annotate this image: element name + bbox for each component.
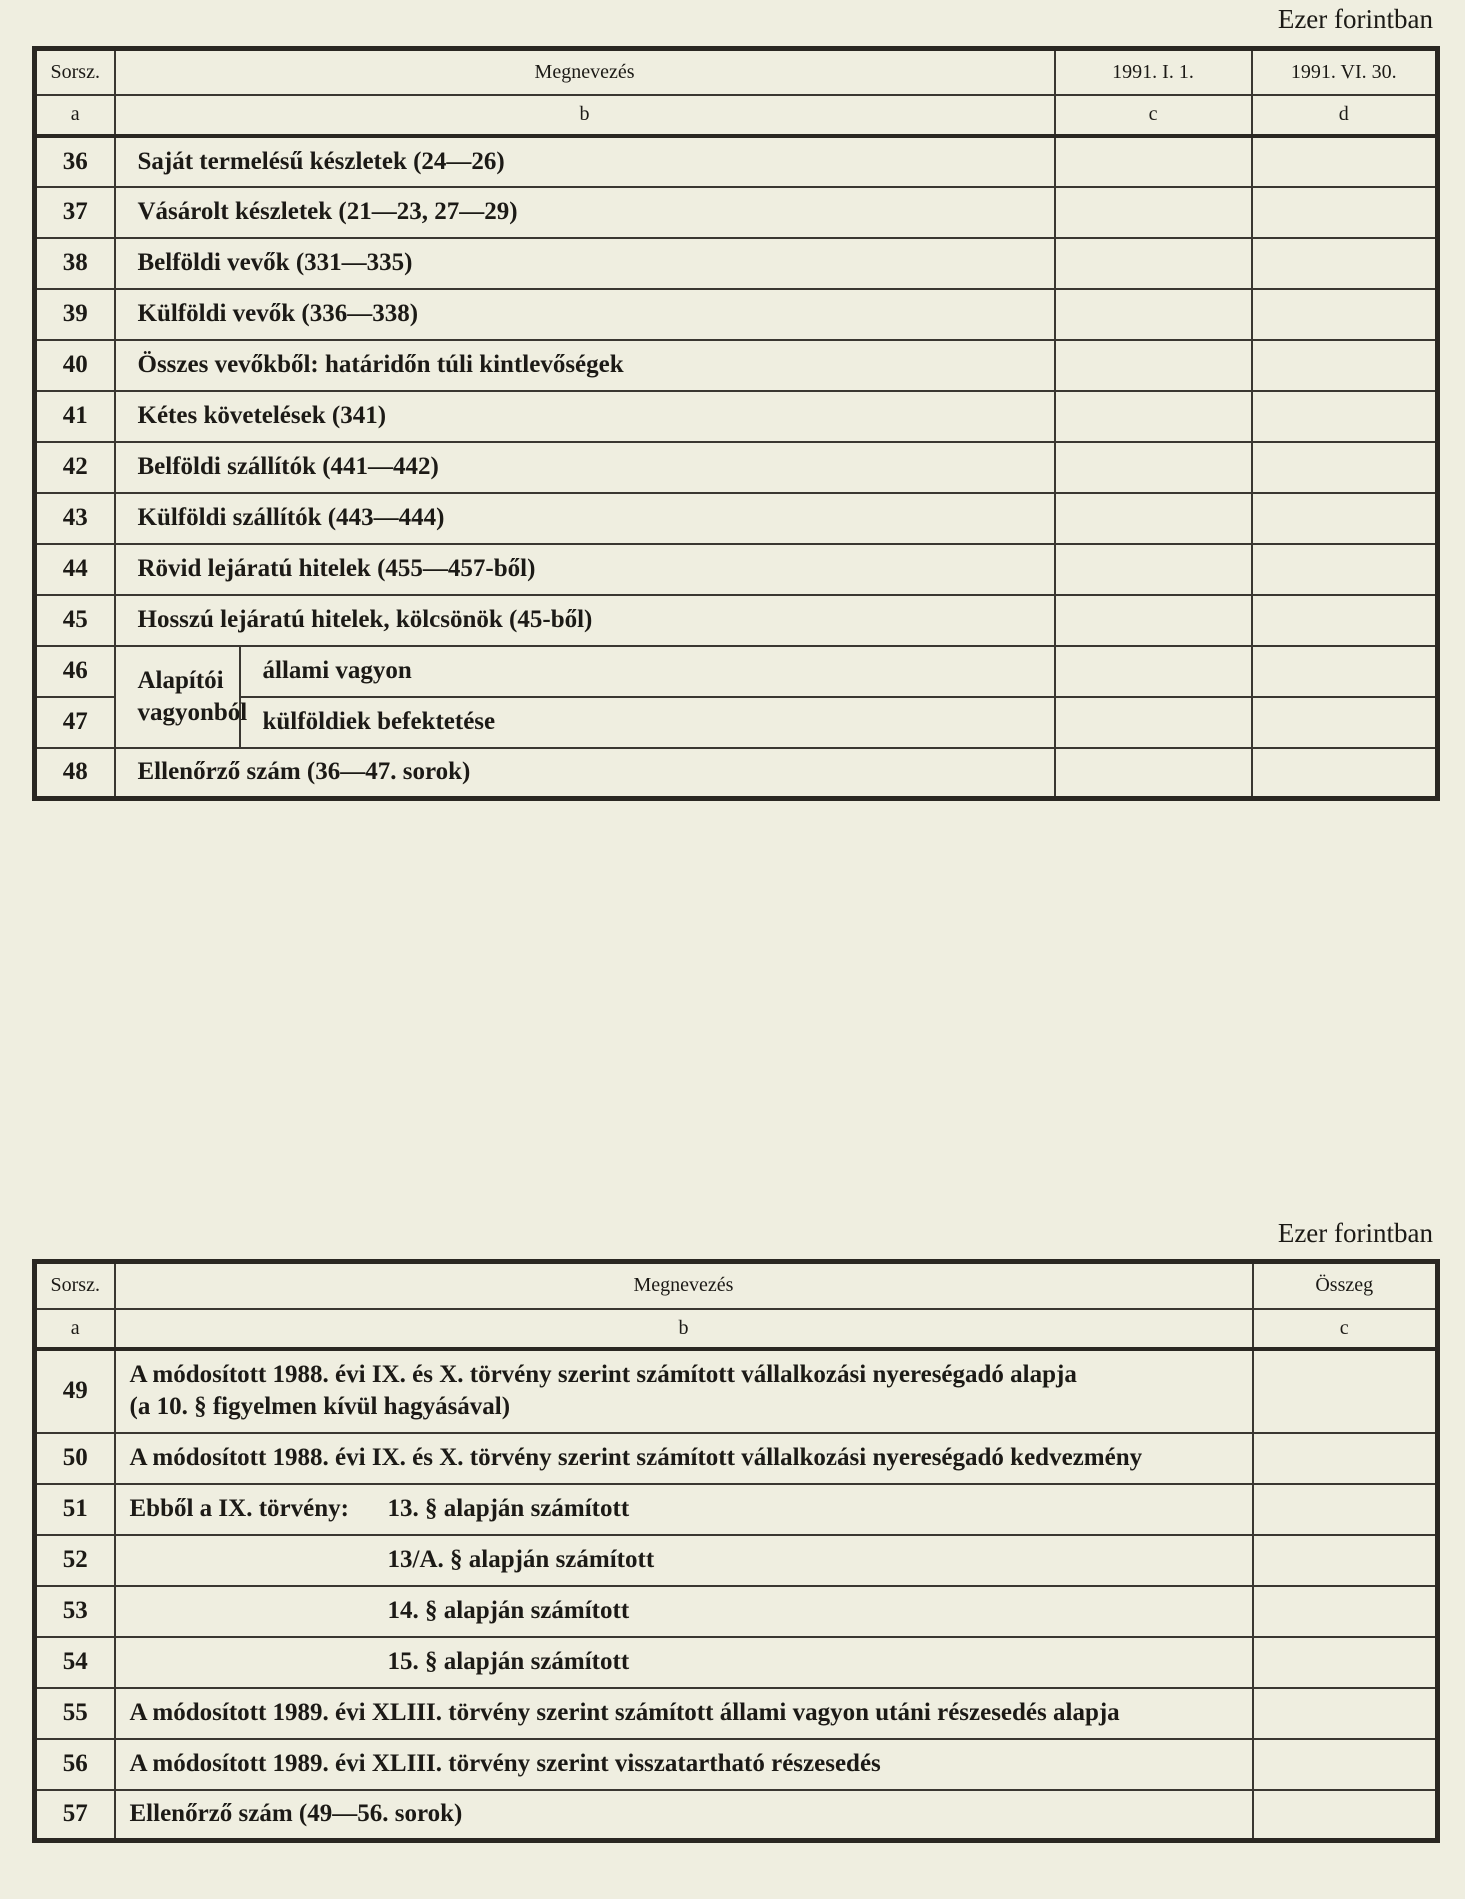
value-cell[interactable] [1055,340,1252,391]
letter-row [35,1309,1438,1349]
row-number: 51 [35,1484,115,1535]
table-row [35,646,1438,697]
row-label: A módosított 1989. évi XLIII. törvény szerint visszatartható részesedés [115,1739,1253,1790]
value-cell[interactable] [1253,1535,1438,1586]
row-number: 38 [35,238,115,289]
col-letter: c [1253,1309,1438,1349]
row-number: 44 [35,544,115,595]
value-cell[interactable] [1252,697,1438,748]
value-cell[interactable] [1252,646,1438,697]
row-sublabel: 13/A. § alapján számított [387,1546,655,1573]
col-letter: b [115,95,1055,136]
value-cell[interactable] [1055,493,1252,544]
table-row [35,238,1438,289]
value-cell[interactable] [1253,1349,1438,1433]
row-number: 37 [35,187,115,238]
col-letter: a [35,95,115,136]
group-label-line2: vagyonból [137,698,248,726]
col-header-date1: 1991. I. 1. [1055,49,1252,95]
row-number: 55 [35,1688,115,1739]
row-label: külföldiek befektetése [240,697,1055,748]
row-label-line2: (a 10. § figyelmen kívül hagyásával) [129,1393,511,1420]
row-label-line1: A módosított 1988. évi IX. és X. törvény szerint számított vállalkozási nyereségadó alapja [129,1361,1077,1388]
row-label [115,1484,1253,1535]
table-row [35,442,1438,493]
value-cell[interactable] [1252,187,1438,238]
value-cell[interactable] [1055,136,1252,187]
row-label: Ellenőrző szám (49—56. sorok) [115,1790,1253,1841]
value-cell[interactable] [1252,595,1438,646]
row-label [115,1535,1253,1586]
row-label: Külföldi vevők (336—338) [115,289,1055,340]
value-cell[interactable] [1055,748,1252,799]
row-number: 39 [35,289,115,340]
table-row [35,1790,1438,1841]
table-row [35,136,1438,187]
value-cell[interactable] [1252,442,1438,493]
col-header-osszeg: Összeg [1253,1262,1438,1309]
row-label: Saját termelésű készletek (24—26) [115,136,1055,187]
value-cell[interactable] [1252,289,1438,340]
row-number: 41 [35,391,115,442]
table-row [35,595,1438,646]
value-cell[interactable] [1055,646,1252,697]
table-row [35,493,1438,544]
table-row [35,1637,1438,1688]
col-header-sorsz: Sorsz. [35,1262,115,1309]
value-cell[interactable] [1252,391,1438,442]
row-label: Külföldi szállítók (443—444) [115,493,1055,544]
value-cell[interactable] [1252,136,1438,187]
col-letter: c [1055,95,1252,136]
table-row [35,544,1438,595]
row-number: 40 [35,340,115,391]
row-label: állami vagyon [240,646,1055,697]
row-number: 53 [35,1586,115,1637]
value-cell[interactable] [1055,697,1252,748]
header-row [35,1262,1438,1309]
col-letter: a [35,1309,115,1349]
col-letter: d [1252,95,1438,136]
row-number: 54 [35,1637,115,1688]
row-label [115,1586,1253,1637]
value-cell[interactable] [1055,238,1252,289]
row-label: Vásárolt készletek (21—23, 27—29) [115,187,1055,238]
row-number: 52 [35,1535,115,1586]
row-label: A módosított 1989. évi XLIII. törvény szerint számított állami vagyon utáni részesedés alapja [115,1688,1253,1739]
row-number: 47 [35,697,115,748]
row-number: 43 [35,493,115,544]
value-cell[interactable] [1252,238,1438,289]
table-row [35,1739,1438,1790]
row-number: 36 [35,136,115,187]
value-cell[interactable] [1253,1637,1438,1688]
header-row [35,49,1438,95]
row-label: Belföldi szállítók (441—442) [115,442,1055,493]
table-row [35,1433,1438,1484]
col-letter: b [115,1309,1253,1349]
row-number: 48 [35,748,115,799]
row-sublabel: 13. § alapján számított [387,1495,630,1522]
row-number: 56 [35,1739,115,1790]
row-label: Rövid lejáratú hitelek (455—457-ből) [115,544,1055,595]
table-tax [32,1259,1440,1843]
group-label-line1: Alapítói [137,666,224,694]
table-row [35,748,1438,799]
row-sublabel: 15. § alapján számított [387,1648,630,1675]
value-cell[interactable] [1055,544,1252,595]
value-cell[interactable] [1055,595,1252,646]
value-cell[interactable] [1253,1790,1438,1841]
row-label [115,1637,1253,1688]
col-header-megnevezes: Megnevezés [115,1262,1253,1309]
value-cell[interactable] [1055,391,1252,442]
row-label: Hosszú lejáratú hitelek, kölcsönök (45-ből) [115,595,1055,646]
value-cell[interactable] [1253,1739,1438,1790]
row-label: Kétes követelések (341) [115,391,1055,442]
value-cell[interactable] [1252,748,1438,799]
value-cell[interactable] [1252,493,1438,544]
value-cell[interactable] [1055,442,1252,493]
row-number: 45 [35,595,115,646]
table-row [35,340,1438,391]
value-cell[interactable] [1253,1433,1438,1484]
value-cell[interactable] [1055,289,1252,340]
letter-row [35,95,1438,136]
value-cell[interactable] [1252,544,1438,595]
table-row [35,1484,1438,1535]
row-label: A módosított 1988. évi IX. és X. törvény szerint számított vállalkozási nyereségadó kedvezmény [115,1433,1253,1484]
unit-label: Ezer forintban [1277,1218,1433,1248]
table-row [35,391,1438,442]
row-sublabel: 14. § alapján számított [387,1597,630,1624]
group-label [115,646,248,748]
col-header-sorsz: Sorsz. [35,49,115,95]
col-header-megnevezes: Megnevezés [115,49,1055,95]
row-number: 57 [35,1790,115,1841]
value-cell[interactable] [1055,187,1252,238]
row-prefix: Ebből a IX. törvény: [129,1495,349,1522]
value-cell[interactable] [1253,1688,1438,1739]
value-cell[interactable] [1252,340,1438,391]
row-number: 46 [35,646,115,697]
value-cell[interactable] [1253,1484,1438,1535]
row-label: Összes vevőkből: határidőn túli kintlevőségek [115,340,1055,391]
unit-label: Ezer forintban [1277,4,1433,34]
row-label: Ellenőrző szám (36—47. sorok) [115,748,1055,799]
table-row [35,289,1438,340]
col-header-date2: 1991. VI. 30. [1252,49,1438,95]
table-row [35,1586,1438,1637]
row-number: 49 [35,1349,115,1433]
row-number: 42 [35,442,115,493]
table-row [35,1535,1438,1586]
row-label: Belföldi vevők (331—335) [115,238,1055,289]
row-number: 50 [35,1433,115,1484]
table-row [35,187,1438,238]
table-balance [32,46,1440,801]
row-label [115,1349,1253,1433]
value-cell[interactable] [1253,1586,1438,1637]
table-row [35,1349,1438,1433]
table-row [35,1688,1438,1739]
